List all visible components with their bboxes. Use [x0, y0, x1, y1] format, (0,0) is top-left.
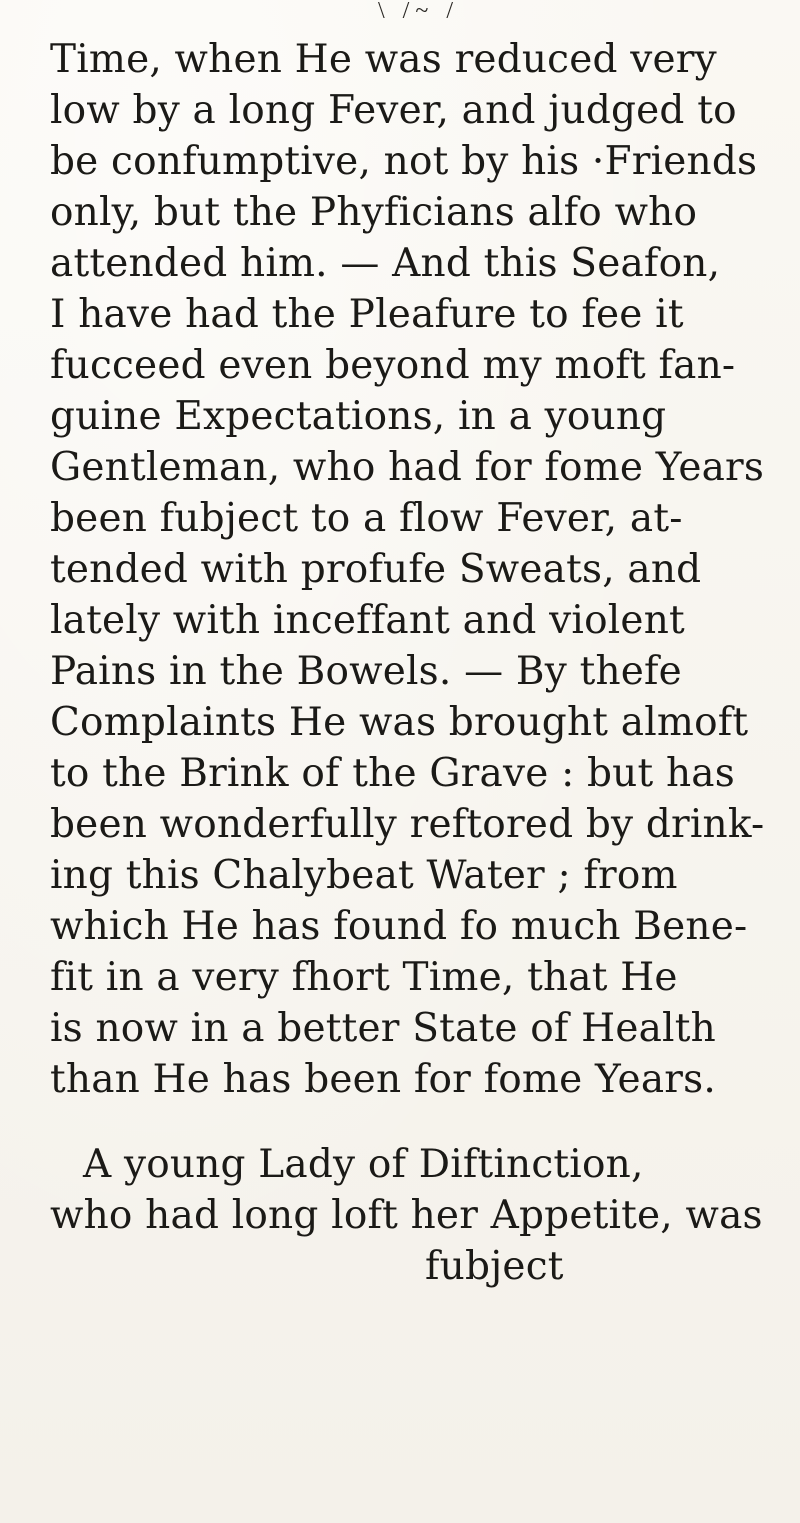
page-header-marks: \ /~ / — [378, 0, 459, 24]
text-line: attended him. — And this Seafon, — [50, 241, 721, 286]
text-line: only, but the Phyficians alfo who — [50, 190, 698, 235]
text-line: lately with inceffant and violent — [50, 598, 685, 643]
text-line: fit in a very fhort Time, that He — [50, 955, 678, 1000]
text-line: which He has found fo much Bene- — [50, 904, 748, 949]
text-line: A young Lady of Diftinction, — [83, 1142, 644, 1187]
text-line: Complaints He was brought almoft — [50, 700, 749, 745]
text-line: guine Expectations, in a young — [50, 394, 667, 439]
text-line: tended with profufe Sweats, and — [50, 547, 702, 592]
text-line: Time, when He was reduced very — [50, 37, 717, 82]
text-line: who had long loft her Appetite, was — [50, 1193, 763, 1238]
text-line: Pains in the Bowels. — By thefe — [50, 649, 682, 694]
text-line: fucceed even beyond my moft fan- — [50, 343, 736, 388]
text-line: I have had the Pleafure to fee it — [50, 292, 684, 337]
text-line: low by a long Fever, and judged to — [50, 88, 737, 133]
text-line: than He has been for fome Years. — [50, 1057, 716, 1102]
text-line: to the Brink of the Grave : but has — [50, 751, 735, 796]
text-line: been wonderfully reftored by drink- — [50, 802, 765, 847]
text-line: been fubject to a flow Fever, at- — [50, 496, 683, 541]
catchword: fubject — [425, 1244, 564, 1289]
text-line: be confumptive, not by his ·Friends — [50, 139, 758, 184]
text-line: ing this Chalybeat Water ; from — [50, 853, 678, 898]
text-line: Gentleman, who had for fome Years — [50, 445, 765, 490]
text-line: is now in a better State of Health — [50, 1006, 716, 1051]
